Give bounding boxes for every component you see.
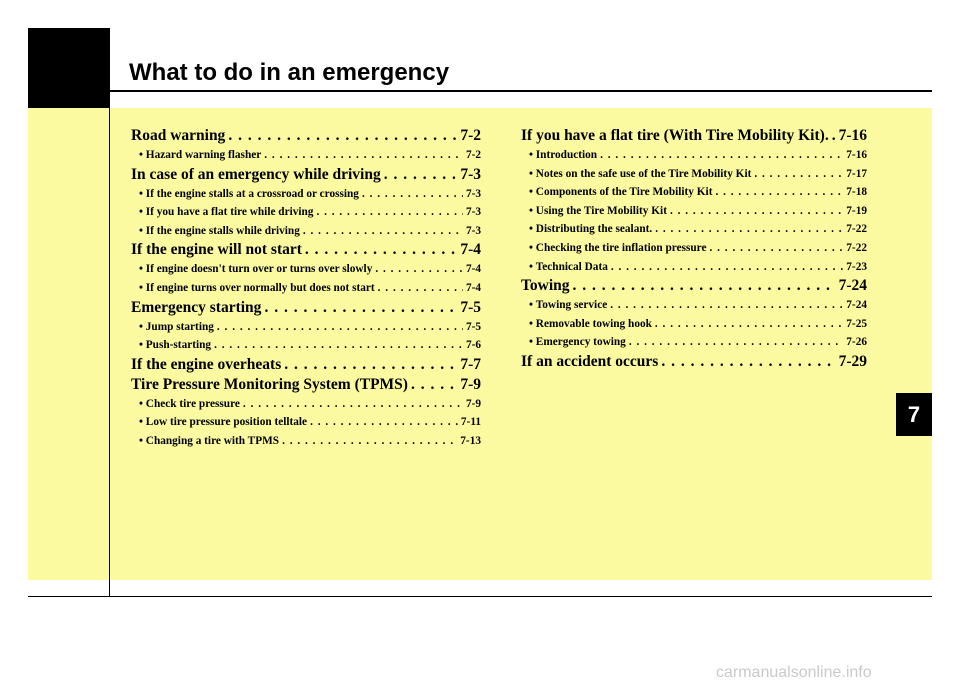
toc-entry-label: • Using the Tire Mobility Kit [529,202,667,221]
toc-entry-label: • Removable towing hook [529,315,652,334]
toc-leader-dots [214,336,463,355]
toc-subsection-entry[interactable] [521,296,867,315]
bottom-rule [28,596,932,597]
toc-leader-dots [655,315,843,334]
left-vertical-rule [109,28,110,596]
toc-entry-label: • Towing service [529,296,607,315]
toc-subsection-entry[interactable] [131,222,481,241]
toc-section-entry[interactable] [131,126,481,146]
toc-subsection-entry[interactable] [521,165,867,184]
toc-section-entry[interactable] [131,165,481,185]
toc-leader-dots [600,146,843,165]
header-black-tab [28,28,109,108]
toc-section-entry[interactable] [131,298,481,318]
toc-leader-dots [243,395,463,414]
toc-subsection-entry[interactable] [131,279,481,298]
toc-subsection-entry[interactable] [131,395,481,414]
toc-left-column [131,126,481,451]
toc-entry-page: 7-16 [838,127,867,144]
toc-leader-dots [384,165,458,185]
toc-entry-label: If the engine will not start [131,241,302,259]
toc-entry-label: • Technical Data [529,258,608,277]
toc-entry-page: 7-9 [465,397,481,410]
toc-entry-label: • Notes on the safe use of the Tire Mobility Kit [529,165,751,184]
toc-entry-page: 7-11 [460,416,481,429]
toc-subsection-entry[interactable] [521,202,867,221]
toc-entry-label: Towing [521,277,570,295]
toc-section-entry[interactable] [521,276,867,296]
toc-entry-label: Road warning [131,127,226,144]
toc-subsection-entry[interactable] [131,203,481,222]
toc-entry-label: • If the engine stalls while driving [139,222,300,241]
toc-entry-page: 7-5 [465,320,481,333]
toc-entry-label: Emergency starting [131,298,262,316]
toc-entry-page: 7-6 [465,339,481,352]
toc-leader-dots [264,298,457,318]
toc-leader-dots [217,318,463,337]
toc-entry-page: 7-9 [460,375,481,393]
toc-entry-label: If you have a flat tire (With Tire Mobility Kit). [521,127,829,144]
toc-leader-dots [378,279,463,298]
toc-leader-dots [573,276,836,296]
toc-entry-label: • If the engine stalls at a crossroad or crossing [139,185,359,204]
toc-entry-page: 7-19 [846,204,867,217]
toc-entry-page: 7-22 [846,223,867,236]
toc-subsection-entry[interactable] [521,315,867,334]
toc-entry-label: • Emergency towing [529,333,626,352]
toc-leader-dots [316,203,462,222]
toc-entry-label: If an accident occurs [521,352,659,370]
toc-section-entry[interactable] [131,375,481,395]
toc-subsection-entry[interactable] [131,146,481,165]
toc-leader-dots [305,240,457,260]
toc-entry-page: 7-17 [846,167,867,180]
toc-subsection-entry[interactable] [131,413,481,432]
page-title: What to do in an emergency [129,59,450,86]
toc-entry-page: 7-5 [460,298,481,316]
toc-entry-label: • Components of the Tire Mobility Kit [529,183,712,202]
toc-leader-dots [661,352,835,372]
toc-section-entry[interactable] [131,355,481,375]
toc-entry-page: 7-22 [846,241,867,254]
toc-entry-page: 7-23 [846,260,867,273]
toc-subsection-entry[interactable] [131,185,481,204]
toc-entry-page: 7-2 [460,127,481,144]
toc-entry-label: • Introduction [529,146,597,165]
title-underline [109,90,932,92]
toc-leader-dots [611,258,843,277]
toc-leader-dots [832,126,836,146]
toc-subsection-entry[interactable] [521,333,867,352]
toc-entry-page: 7-4 [460,241,481,259]
toc-subsection-entry[interactable] [521,239,867,258]
toc-leader-dots [754,165,843,184]
toc-leader-dots [282,432,457,451]
toc-subsection-entry[interactable] [131,318,481,337]
toc-entry-page: 7-3 [465,224,481,237]
toc-leader-dots [610,296,843,315]
toc-section-entry[interactable] [521,126,867,146]
toc-entry-page: 7-3 [465,187,481,200]
toc-section-entry[interactable] [521,352,867,372]
toc-subsection-entry[interactable] [521,220,867,239]
toc-leader-dots [284,355,457,375]
toc-entry-page: 7-24 [838,277,867,295]
toc-leader-dots [629,333,843,352]
toc-entry-label: • Checking the tire inflation pressure [529,239,707,258]
toc-right-column [521,126,867,372]
toc-entry-label: In case of an emergency while driving [131,165,381,183]
toc-leader-dots [303,222,463,241]
chapter-tab[interactable]: 7 [896,393,932,436]
toc-entry-label: • Check tire pressure [139,395,240,414]
toc-leader-dots [411,375,457,395]
toc-subsection-entry[interactable] [521,258,867,277]
toc-entry-page: 7-24 [846,299,867,312]
toc-leader-dots [264,146,463,165]
watermark: carmanualsonline.info [716,664,872,681]
toc-entry-label: • Distributing the sealant. [529,220,652,239]
toc-leader-dots [310,413,458,432]
toc-subsection-entry[interactable] [131,432,481,451]
toc-leader-dots [375,260,463,279]
toc-entry-label: • If engine doesn't turn over or turns over slowly [139,260,372,279]
toc-subsection-entry[interactable] [131,336,481,355]
toc-entry-label: If the engine overheats [131,355,282,373]
toc-subsection-entry[interactable] [521,146,867,165]
toc-subsection-entry[interactable] [131,260,481,279]
toc-leader-dots [710,239,844,258]
toc-entry-page: 7-29 [838,352,867,370]
toc-leader-dots [362,185,463,204]
toc-entry-label: • Hazard warning flasher [139,146,261,165]
toc-entry-label: • Push-starting [139,336,211,355]
toc-entry-page: 7-3 [460,165,481,183]
toc-section-entry[interactable] [131,240,481,260]
toc-entry-page: 7-7 [460,355,481,373]
toc-entry-page: 7-3 [465,206,481,219]
toc-subsection-entry[interactable] [521,183,867,202]
toc-entry-label: • If you have a flat tire while driving [139,203,313,222]
toc-entry-page: 7-26 [846,336,867,349]
toc-entry-label: Tire Pressure Monitoring System (TPMS) [131,375,408,393]
toc-leader-dots [228,126,457,146]
toc-leader-dots [715,183,843,202]
toc-entry-page: 7-2 [465,149,481,161]
toc-entry-label: • Jump starting [139,318,214,337]
toc-entry-label: • Low tire pressure position telltale [139,413,307,432]
toc-entry-page: 7-4 [465,263,481,276]
toc-entry-page: 7-25 [846,317,867,330]
toc-entry-label: • Changing a tire with TPMS [139,432,279,451]
toc-leader-dots [670,202,843,221]
toc-entry-page: 7-4 [465,281,481,294]
toc-entry-page: 7-13 [460,434,481,447]
toc-entry-page: 7-16 [846,149,867,161]
toc-leader-dots [655,220,843,239]
toc-entry-page: 7-18 [846,186,867,199]
toc-entry-label: • If engine turns over normally but does not start [139,279,375,298]
